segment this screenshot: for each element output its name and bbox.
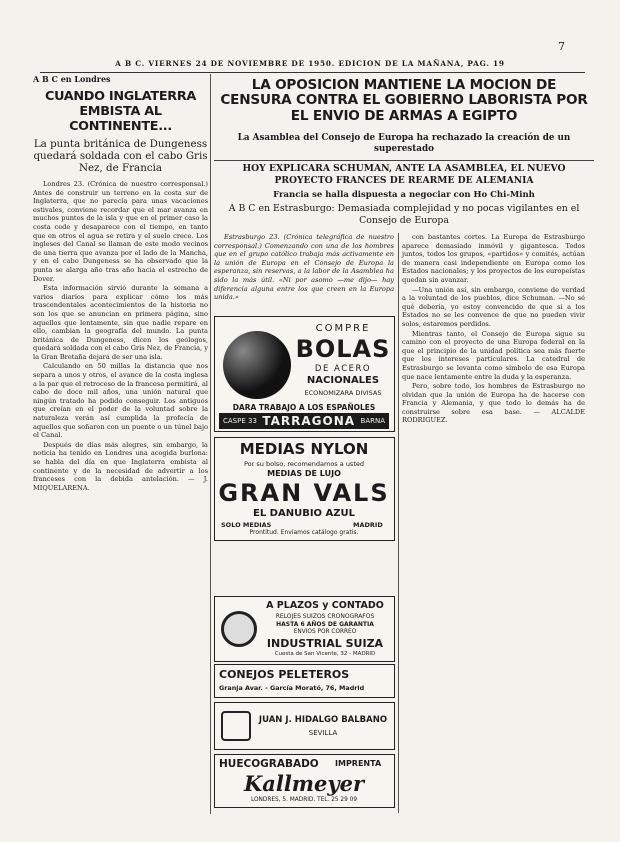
ad-bolas-line: CASPE 33: [223, 417, 257, 425]
column-divider: [210, 74, 211, 814]
right-paragraph: —Una unión así, sin embargo, conviene de verdad a la voluntad de los pueblos, dice Schuman. —No sé qué debería, yo estoy convencido de que si a los Estados no se les convence de que no pueden vivir solos, estaremos perdidos.: [402, 285, 585, 328]
ad-medias-line: GRAN VALS: [218, 479, 390, 507]
ad-bolas-line: TARRAGONA: [262, 414, 356, 428]
ad-plazos-line: INDUSTRIAL SUIZA: [266, 637, 384, 650]
column-divider: [398, 233, 399, 813]
ad-bolas: [214, 316, 395, 432]
ad-kallmeyer-line: Kallmeyer: [243, 771, 365, 796]
left-article: [33, 74, 208, 492]
left-paragraph: Londres 23. (Crónica de nuestro corresponsal.) Antes de construir un terreno en la costa sur de Inglaterra, que no parecía para unas vacaciones estivales, conviene recordar que el mar avanza en muchos puntos de la isla y que en el primer caso la costa cede y desaparece con el tiempo, en tanto que en otros el agua se retira y el suelo crece. Los ingleses del Canal se llaman de este modo vecinos de una tierra que avanza por el lado de la Mancha, y en el cabo Dungeness se ha observado que la punta se alarga año tras año hacia el estrecho de Dover.: [33, 180, 208, 283]
ad-kallmeyer-line: LONDRES, 5. MADRID. TEL. 25 29 09: [250, 797, 358, 803]
left-paragraph: Después de días más alegres, sin embargo, la noticia ha tenido en Londres una acogida burlona: se habla del día en que Inglaterra embista al continente y de la necesidad de advertir a los franceses con la debida antelación. — J. MIQUELARENA.: [33, 440, 208, 492]
ad-conejos-line: Granja Avar. - García Morató, 76, Madrid: [219, 684, 365, 692]
headline-rule: [214, 160, 594, 161]
right-paragraph: con bastantes cortes. La Europa de Estrasburgo aparece demasiado inmóvil y gigantesca. Todos juntos, todos los grupos, «partidos» y comités, actúan de manera casi independiente en Europa como los Estados nacionales; y los proyectos de los europeístas quedan sin avanzar.: [402, 233, 585, 284]
left-paragraph: Esta información sirvió durante la semana a varios diarios para explicar cómo los más trascendentales acontecimientos de la historia no son los que se anuncian en primera página, sino aquellos que lentamente, sin que nadie repare en ello, cambian la geografía del mundo. La punta británica de Dungeness, dicen los geólogos, quedará soldada con el cabo Gris Nez, de Francia, y la Gran Bretaña dejará de ser una isla.: [33, 284, 208, 361]
ad-medias-line: MEDIAS DE LUJO: [267, 469, 341, 478]
third-headline: A B C en Estrasburgo: Demasiada complejidad y no pocas vigilantes en el Consejo de Europa: [228, 203, 580, 226]
ad-medias-line: Prontitud. Envíamos catálogo gratis.: [249, 529, 359, 536]
ad-bolas-address: [219, 413, 389, 429]
ad-plazos-line: Cuesta de San Vicente, 32 - MADRID: [274, 651, 376, 657]
ad-plazos-line: HASTA 6 AÑOS DE GARANTIA: [276, 621, 374, 628]
ad-bolas-line: COMPRE: [315, 323, 371, 334]
ad-balbano-line: SEVILLA: [308, 729, 338, 737]
left-title: CUANDO INGLATERRA EMBISTA AL CONTINENTE...: [45, 89, 196, 134]
ad-medias-line: EL DANUBIO AZUL: [252, 508, 356, 519]
main-headline: LA OPOSICION MANTIENE LA MOCION DE CENSURA CONTRA EL GOBIERNO LABORISTA POR EL ENVIO DE ARMAS A EGIPTO: [220, 77, 588, 124]
ad-medias-line: Por su bolso, recomendamos a usted: [243, 460, 364, 468]
ad-plazos-line: A PLAZOS y CONTADO: [266, 600, 384, 611]
watch-icon: [221, 611, 257, 647]
ad-medias-line: MADRID: [353, 521, 383, 529]
right-article: [402, 233, 585, 425]
header-rule: [40, 72, 585, 73]
ad-conejos: [214, 664, 395, 698]
left-paragraph: Calculando en 50 millas la distancia que nos separa a unos y otros, el avance de la costa inglesa a la par que el retroceso de la francesa permitirá, al cabo de doce mil años, una unión natural que ningún tratado ha podido conseguir. Los antiguos que creían en el poder de la voluntad sobre la naturaleza verán así cumplida la profecía de aquellos que soñaron con un puente o un túnel bajo el Canal.: [33, 362, 208, 440]
ad-conejos-line: CONEJOS PELETEROS: [219, 668, 350, 681]
middle-article: [214, 233, 394, 302]
ad-medias-line: SOLO MEDIAS: [221, 521, 272, 529]
ad-medias-line: MEDIAS NYLON: [239, 440, 369, 458]
ad-balbano-line: JUAN J. HIDALGO BALBANO: [258, 715, 388, 725]
page-number: 7: [558, 40, 565, 53]
ad-bolas-line: ECONOMIZARA DIVISAS: [304, 389, 382, 397]
page-header: A B C. VIERNES 24 DE NOVIEMBRE DE 1950. EDICION DE LA MAÑANA, PAG. 19: [115, 59, 505, 68]
left-kicker: A B C en Londres: [33, 74, 111, 84]
ad-plazos-line: ENVIOS POR CORREO: [293, 629, 357, 635]
ad-medias: [214, 437, 395, 541]
ad-bolas-line: BOLAS: [295, 335, 391, 363]
ad-kallmeyer-line: IMPRENTA: [335, 759, 382, 768]
steel-ball-icon: [223, 331, 291, 399]
ad-bolas-line: DE ACERO: [314, 364, 372, 374]
ad-kallmeyer: [214, 754, 395, 808]
ad-bolas-line: NACIONALES: [306, 375, 380, 386]
middle-paragraph: Estrasburgo 23. (Crónica telegráfica de nuestro corresponsal.) Comenzando con una de los hombres que en el grupo católico trabaja más activamente en la unión de Europa en el Consejo de Europa la esperanza, sin reservas, a la labor de la Asamblea ha sido la más útil. «Ni por asomo —me dijo— hay diferencia alguna entre los que creen en la Europa unida.»: [214, 233, 394, 302]
right-paragraph: Pero, sobre todo, los hombres de Estrasburgo no olvidan que la unión de Europa ha de hacerse con Francia y Alemania, y que todo lo demás ha de construirse sobre esa base. — ALCALDE RODRIGUEZ.: [402, 382, 585, 425]
ad-plazos: [214, 596, 395, 662]
second-headline: HOY EXPLICARA SCHUMAN, ANTE LA ASAMBLEA, EL NUEVO PROYECTO FRANCES DE REARME DE ALEMANIA: [242, 163, 566, 186]
ad-kallmeyer-line: HUECOGRABADO: [219, 758, 319, 770]
main-subheadline: La Asamblea del Consejo de Europa ha rechazado la creación de un superestado: [237, 133, 571, 154]
ad-bolas-line: BARNA: [360, 417, 385, 425]
second-subheadline: Francia se halla dispuesta a negociar con Ho Chi-Minh: [273, 190, 535, 200]
ad-plazos-line: RELOJES SUIZOS CRONOGRAFOS: [275, 613, 375, 620]
bottle-icon: [221, 711, 251, 741]
right-paragraph: Mientras tanto, el Consejo de Europa sigue su camino con el proyecto de una Europa federal en la que el principio de la unidad política sea más fuerte que los intereses particulares. La catedral de Estrasburgo se levanta como símbolo de esa Europa que nace lentamente entre la duda y la esperanza.: [402, 329, 585, 381]
left-subtitle: La punta británica de Dungeness quedará soldada con el cabo Gris Nez, de Francia: [33, 138, 208, 174]
ad-balbano: [214, 702, 395, 750]
ad-bolas-line: DARA TRABAJO A LOS ESPAÑOLES: [232, 403, 376, 412]
